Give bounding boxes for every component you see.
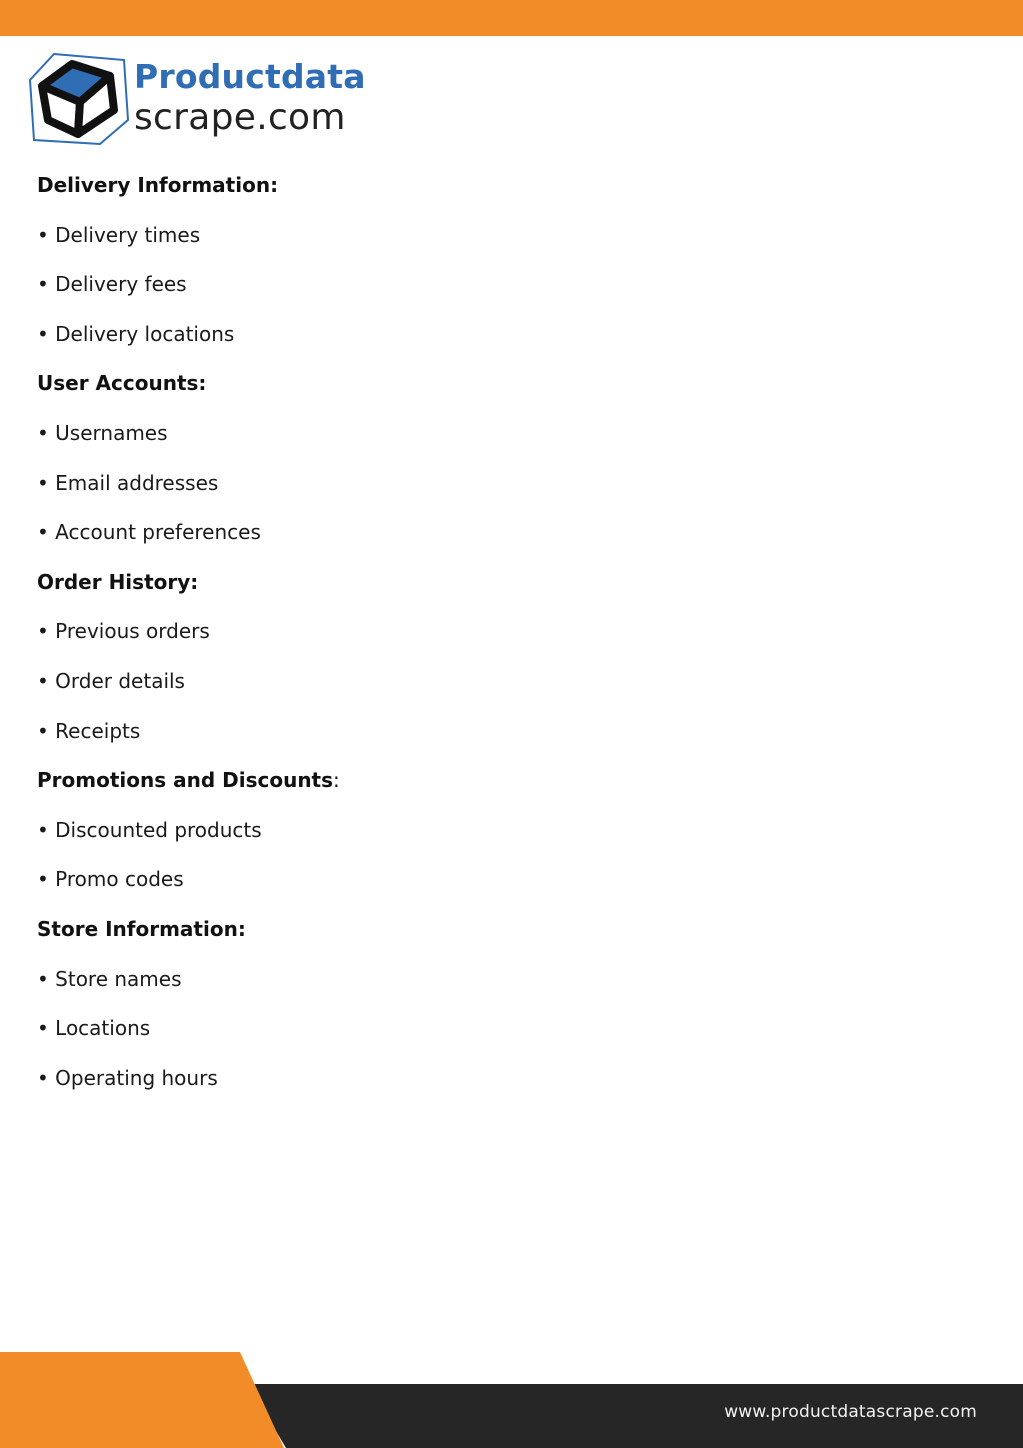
logo-wordmark-line2: scrape.com: [134, 97, 346, 138]
brand-logo: [28, 50, 388, 150]
list-item-text: Locations: [55, 1016, 151, 1041]
section-heading-text: Promotions and Discounts: [37, 768, 334, 793]
list-item-text: Delivery fees: [55, 272, 187, 297]
bullet-mark: •: [37, 520, 49, 545]
list-item: [37, 415, 937, 465]
bullet-mark: •: [37, 718, 49, 743]
list-item-text: Operating hours: [55, 1065, 218, 1090]
cube-logo-icon: [28, 50, 132, 148]
list-item-text: Order details: [55, 668, 185, 693]
top-accent-bar: [0, 0, 1023, 36]
bullet-mark: •: [37, 817, 49, 842]
section-heading-colon: :: [198, 371, 207, 396]
bullet-mark: •: [37, 1065, 49, 1090]
list-item: [37, 1060, 937, 1110]
section-heading-colon: :: [190, 569, 199, 594]
list-item-text: Delivery locations: [55, 321, 235, 346]
list-item: [37, 713, 937, 763]
list-item-text: Usernames: [55, 420, 168, 445]
list-item: [37, 812, 937, 862]
bullet-mark: •: [37, 966, 49, 991]
list-item-text: Promo codes: [55, 867, 184, 892]
section-heading: [37, 365, 937, 415]
list-item: [37, 961, 937, 1011]
section-heading-colon: :: [270, 173, 279, 197]
section-heading-colon: :: [333, 768, 340, 793]
footer-orange-wedge: [0, 1352, 284, 1448]
logo-wordmark: [134, 57, 366, 138]
list-item-text: Store names: [55, 966, 182, 991]
list-item: [37, 861, 937, 911]
list-item-text: Account preferences: [55, 520, 261, 545]
list-item: [37, 266, 937, 316]
bullet-mark: •: [37, 470, 49, 495]
footer-website-url: www.productdatascrape.com: [724, 1402, 977, 1422]
list-item-text: Receipts: [55, 718, 141, 743]
bullet-mark: •: [37, 222, 49, 247]
list-item-text: Discounted products: [55, 817, 262, 842]
list-item: [37, 465, 937, 515]
section-heading-colon: :: [237, 916, 246, 941]
section-heading: [37, 167, 937, 217]
list-item: [37, 316, 937, 366]
bullet-mark: •: [37, 420, 49, 445]
bullet-mark: •: [37, 1016, 49, 1041]
list-item-text: Delivery times: [55, 222, 201, 247]
top-accent-bar-fill: [0, 0, 1023, 36]
bullet-mark: •: [37, 272, 49, 297]
section-heading: [37, 762, 937, 812]
list-item-text: Previous orders: [55, 619, 210, 644]
logo-wordmark-line1: Productdata: [134, 57, 366, 96]
list-item: [37, 1010, 937, 1060]
bullet-mark: •: [37, 321, 49, 346]
document-content: [37, 167, 937, 1109]
list-item: [37, 613, 937, 663]
list-item-text: Email addresses: [55, 470, 219, 495]
bullet-mark: •: [37, 867, 49, 892]
section-heading-text: User Accounts: [37, 371, 199, 396]
section-heading: [37, 564, 937, 614]
section-heading-text: Delivery Information: [37, 173, 271, 197]
section-heading-text: Order History: [37, 569, 191, 594]
list-item: [37, 217, 937, 267]
section-heading: [37, 911, 937, 961]
section-heading-text: Store Information: [37, 916, 238, 941]
list-item: [37, 663, 937, 713]
bullet-mark: •: [37, 668, 49, 693]
footer-band: [0, 1352, 1023, 1448]
bullet-mark: •: [37, 619, 49, 644]
list-item: [37, 514, 937, 564]
